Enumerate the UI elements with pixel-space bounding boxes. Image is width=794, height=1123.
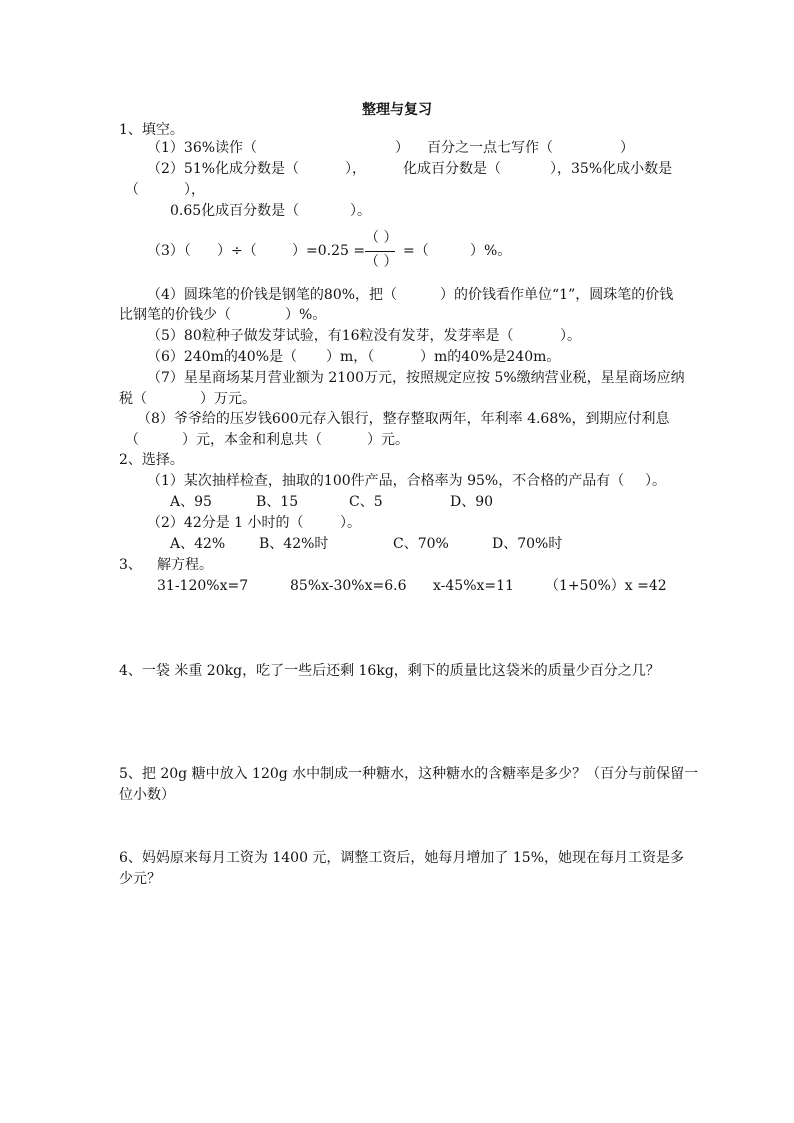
page-title: 整理与复习 — [362, 102, 432, 118]
fraction-blank: （ ） （ ） — [365, 230, 398, 270]
option-b: B、42%时 — [259, 536, 329, 552]
option-c: C、70% — [393, 536, 449, 552]
equation-4: （1+50%）x =42 — [545, 578, 667, 594]
section-3-instruction: 解方程。 — [157, 557, 213, 573]
option-a: A、42% — [170, 536, 226, 552]
option-a: A、95 — [170, 494, 212, 510]
equation-3: x-45%x=11 — [433, 578, 514, 594]
equation-2: 85%x-30%x=6.6 — [290, 578, 407, 594]
question-4: 4、一袋 米重 20kg，吃了一些后还剩 16kg，剩下的质量比这袋米的质量少百分之几？ — [119, 663, 660, 679]
option-c: C、5 — [349, 494, 383, 510]
option-d: D、90 — [450, 494, 494, 510]
section-2-heading: 2、选择。 — [119, 452, 184, 468]
option-b: B、15 — [256, 494, 299, 510]
equation-1: 31-120%x=7 — [157, 578, 249, 594]
option-d: D、70%时 — [492, 536, 563, 552]
section-3-heading: 3、 — [119, 557, 142, 573]
section-1-heading: 1、填空。 — [119, 122, 184, 138]
